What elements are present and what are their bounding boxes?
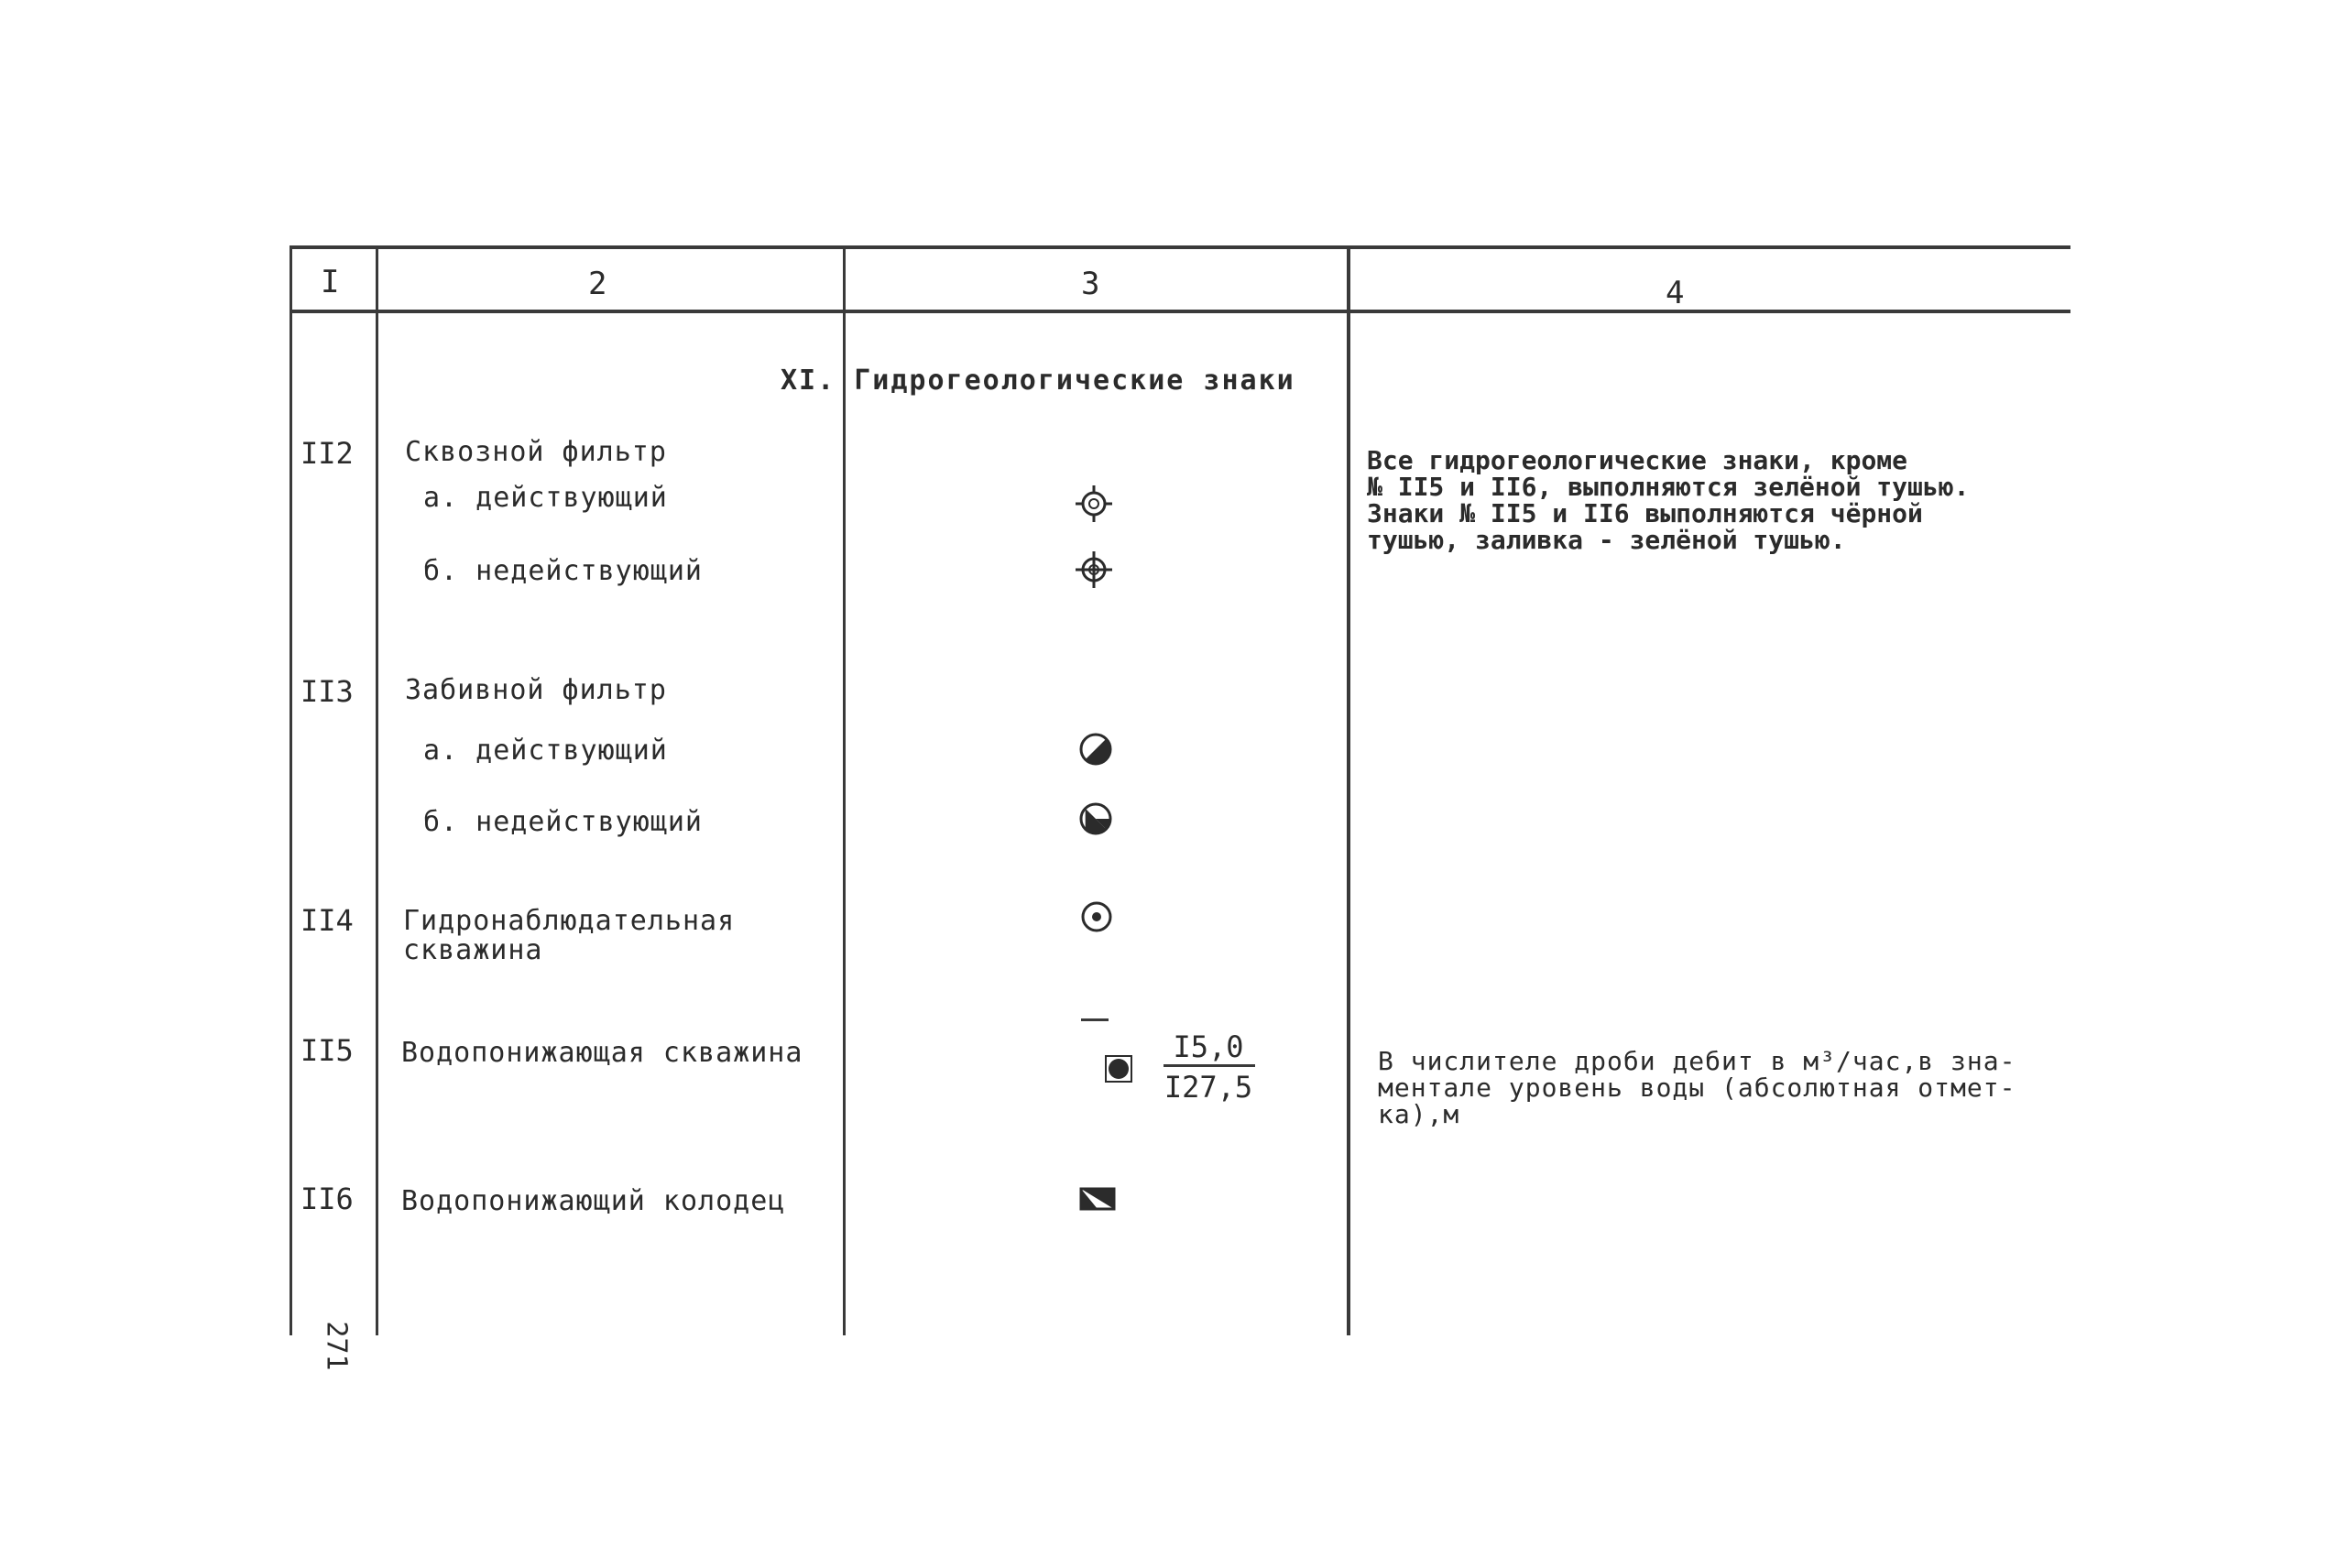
row-number: II4 (300, 903, 354, 938)
through-filter-active-icon (1074, 484, 1114, 524)
row-number: II5 (300, 1033, 354, 1068)
column-rule-1 (290, 245, 292, 1335)
item-name: Гидронаблюдательная скважина (403, 905, 736, 966)
item-name: Водопонижающий колодец (401, 1185, 786, 1217)
item-name: Сквозной фильтр (405, 436, 667, 468)
row-number: II3 (300, 674, 354, 709)
driven-filter-active-icon (1077, 731, 1114, 768)
fraction-denominator: I27,5 (1164, 1070, 1253, 1105)
item-variant: а. действующий (423, 735, 668, 767)
note-text: В числителе дроби дебит в м³/час,в зна- ментале уровень воды (абсолютная отмет- ка),м (1378, 1046, 2016, 1129)
row-number: II6 (300, 1181, 354, 1216)
item-variant: б. недействующий (423, 555, 703, 587)
header-bottom-rule (290, 310, 2070, 313)
column-header-4: 4 (1666, 275, 1685, 311)
dewatering-well-icon (1103, 1053, 1134, 1084)
note-text: Все гидрогеологические знаки, кроме № II5 и II6, выполняются зелёной тушью. Знаки № II5 и II6 выполняются чёрной тушью, заливка - зелёной тушью. (1367, 445, 1970, 555)
column-header-2: 2 (588, 266, 607, 302)
through-filter-inactive-icon (1074, 550, 1114, 590)
table-top-rule (290, 245, 2070, 249)
row-number: II2 (300, 436, 354, 471)
column-rule-3 (843, 245, 846, 1335)
fraction-bar (1164, 1064, 1255, 1067)
driven-filter-inactive-icon (1077, 800, 1114, 837)
item-name: Водопонижающая скважина (401, 1037, 803, 1069)
item-name: Забивной фильтр (405, 674, 667, 706)
symbol-tick-mark (1081, 1018, 1109, 1021)
observation-well-icon (1079, 899, 1114, 934)
item-variant: а. действующий (423, 482, 668, 514)
fraction-numerator: I5,0 (1173, 1029, 1244, 1064)
column-header-1: I (321, 264, 340, 300)
item-variant: б. недействующий (423, 806, 703, 838)
section-title: XI. Гидрогеологические знаки (781, 365, 1295, 397)
dewatering-pit-icon (1079, 1187, 1116, 1211)
page-number: 271 (320, 1321, 353, 1371)
column-rule-2 (376, 245, 378, 1335)
column-rule-4 (1347, 245, 1350, 1335)
column-header-3: 3 (1081, 266, 1100, 302)
